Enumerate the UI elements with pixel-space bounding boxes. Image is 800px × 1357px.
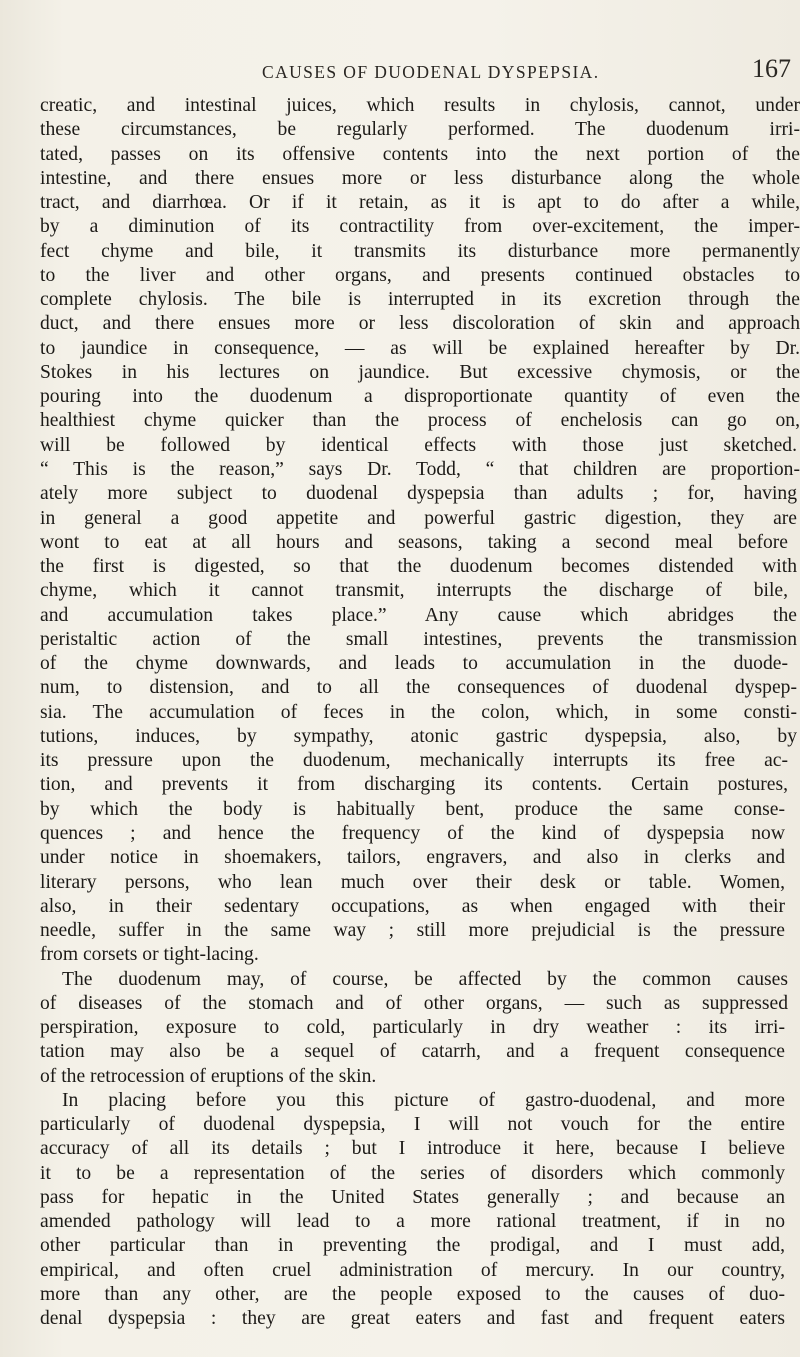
text-line: these circumstances, be regularly performed. The duodenum irri- — [40, 119, 800, 141]
text-line: num, to distension, and to all the consequences of duodenal dyspep- — [40, 677, 797, 699]
running-head — [0, 50, 800, 90]
text-line: quences ; and hence the frequency of the kind of dyspepsia now — [40, 822, 785, 844]
text-line: needle, suffer in the same way ; still more prejudicial is the pressure — [40, 920, 785, 942]
text-line: it to be a representation of the series of disorders which commonly — [40, 1162, 785, 1184]
text-line: to jaundice in consequence, — as will be explained hereafter by Dr. — [40, 337, 800, 359]
text-line: wont to eat at all hours and seasons, taking a second meal before — [40, 531, 788, 553]
text-line: perspiration, exposure to cold, particularly in dry weather : its irri- — [40, 1017, 785, 1039]
running-title: CAUSES OF DUODENAL DYSPEPSIA. — [262, 62, 600, 82]
text-line: accuracy of all its details ; but I introduce it here, because I believe — [40, 1138, 785, 1160]
text-line: ately more subject to duodenal dyspepsia than adults ; for, having — [40, 483, 797, 505]
text-line: “ This is the reason,” says Dr. Todd, “ that children are proportion- — [40, 458, 800, 480]
text-line: healthiest chyme quicker than the process of enchelosis can go on, — [40, 410, 800, 432]
text-line: fect chyme and bile, it transmits its disturbance more permanently — [40, 240, 800, 262]
text-line: tutions, induces, by sympathy, atonic gastric dyspepsia, also, by — [40, 725, 797, 747]
text-line: other particular than in preventing the prodigal, and I must add, — [40, 1235, 785, 1257]
text-line: empirical, and often cruel administration of mercury. In our country, — [40, 1259, 785, 1281]
text-line: intestine, and there ensues more or less disturbance along the whole — [40, 167, 800, 189]
text-line: to the liver and other organs, and presents continued obstacles to — [40, 264, 800, 286]
text-line: tated, passes on its offensive contents into the next portion of the — [40, 143, 800, 165]
text-line: of the chyme downwards, and leads to accumulation in the duode- — [40, 653, 788, 675]
text-line: creatic, and intestinal juices, which results in chylosis, cannot, under — [40, 95, 800, 116]
text-line: from corsets or tight-lacing. — [40, 944, 259, 966]
text-line: sia. The accumulation of feces in the colon, which, in some consti- — [40, 701, 797, 723]
text-line: complete chylosis. The bile is interrupted in its excretion through the — [40, 289, 800, 311]
text-line: tion, and prevents it from discharging its contents. Certain postures, — [40, 774, 788, 796]
text-line: more than any other, are the people exposed to the causes of duo- — [40, 1284, 785, 1306]
text-line: pouring into the duodenum a disproportionate quantity of even the — [40, 386, 800, 408]
text-line: of diseases of the stomach and of other organs, — such as suppressed — [40, 992, 788, 1014]
text-line: pass for hepatic in the United States generally ; and because an — [40, 1186, 785, 1208]
text-line: tation may also be a sequel of catarrh, and a frequent consequence — [40, 1041, 785, 1063]
text-line: peristaltic action of the small intestines, prevents the transmission — [40, 628, 797, 650]
text-line: literary persons, who lean much over their desk or table. Women, — [40, 871, 785, 893]
text-line: denal dyspepsia : they are great eaters and fast and frequent eaters — [40, 1308, 785, 1330]
text-line: and accumulation takes place.” Any cause which abridges the — [40, 604, 797, 626]
text-line: particularly of duodenal dyspepsia, I will not vouch for the entire — [40, 1114, 785, 1136]
text-line: duct, and there ensues more or less discoloration of skin and approach — [40, 313, 800, 335]
page-number: 167 — [752, 54, 791, 83]
body-text — [40, 94, 800, 1332]
text-line: by a diminution of its contractility from over-excitement, the imper- — [40, 216, 800, 238]
text-line: Stokes in his lectures on jaundice. But excessive chymosis, or the — [40, 361, 800, 383]
text-line: tract, and diarrhœa. Or if it retain, as it is apt to do after a while, — [40, 192, 800, 214]
text-line: in general a good appetite and powerful gastric digestion, they are — [40, 507, 797, 529]
text-line: by which the body is habitually bent, produce the same conse- — [40, 798, 785, 820]
text-line: also, in their sedentary occupations, as when engaged with their — [40, 895, 785, 917]
text-line: will be followed by identical effects with those just sketched. — [40, 434, 797, 456]
text-line: its pressure upon the duodenum, mechanically interrupts its free ac- — [40, 750, 788, 772]
text-line: the first is digested, so that the duodenum becomes distended with — [40, 556, 797, 578]
text-line: of the retrocession of eruptions of the skin. — [40, 1065, 377, 1087]
paragraph-start: In placing before you this picture of gastro-duodenal, and more — [62, 1089, 785, 1111]
paragraph-start: The duodenum may, of course, be affected by the common causes — [62, 968, 788, 990]
text-line: chyme, which it cannot transmit, interrupts the discharge of bile, — [40, 580, 788, 602]
text-line: amended pathology will lead to a more rational treatment, if in no — [40, 1211, 785, 1233]
text-line: under notice in shoemakers, tailors, engravers, and also in clerks and — [40, 847, 785, 869]
